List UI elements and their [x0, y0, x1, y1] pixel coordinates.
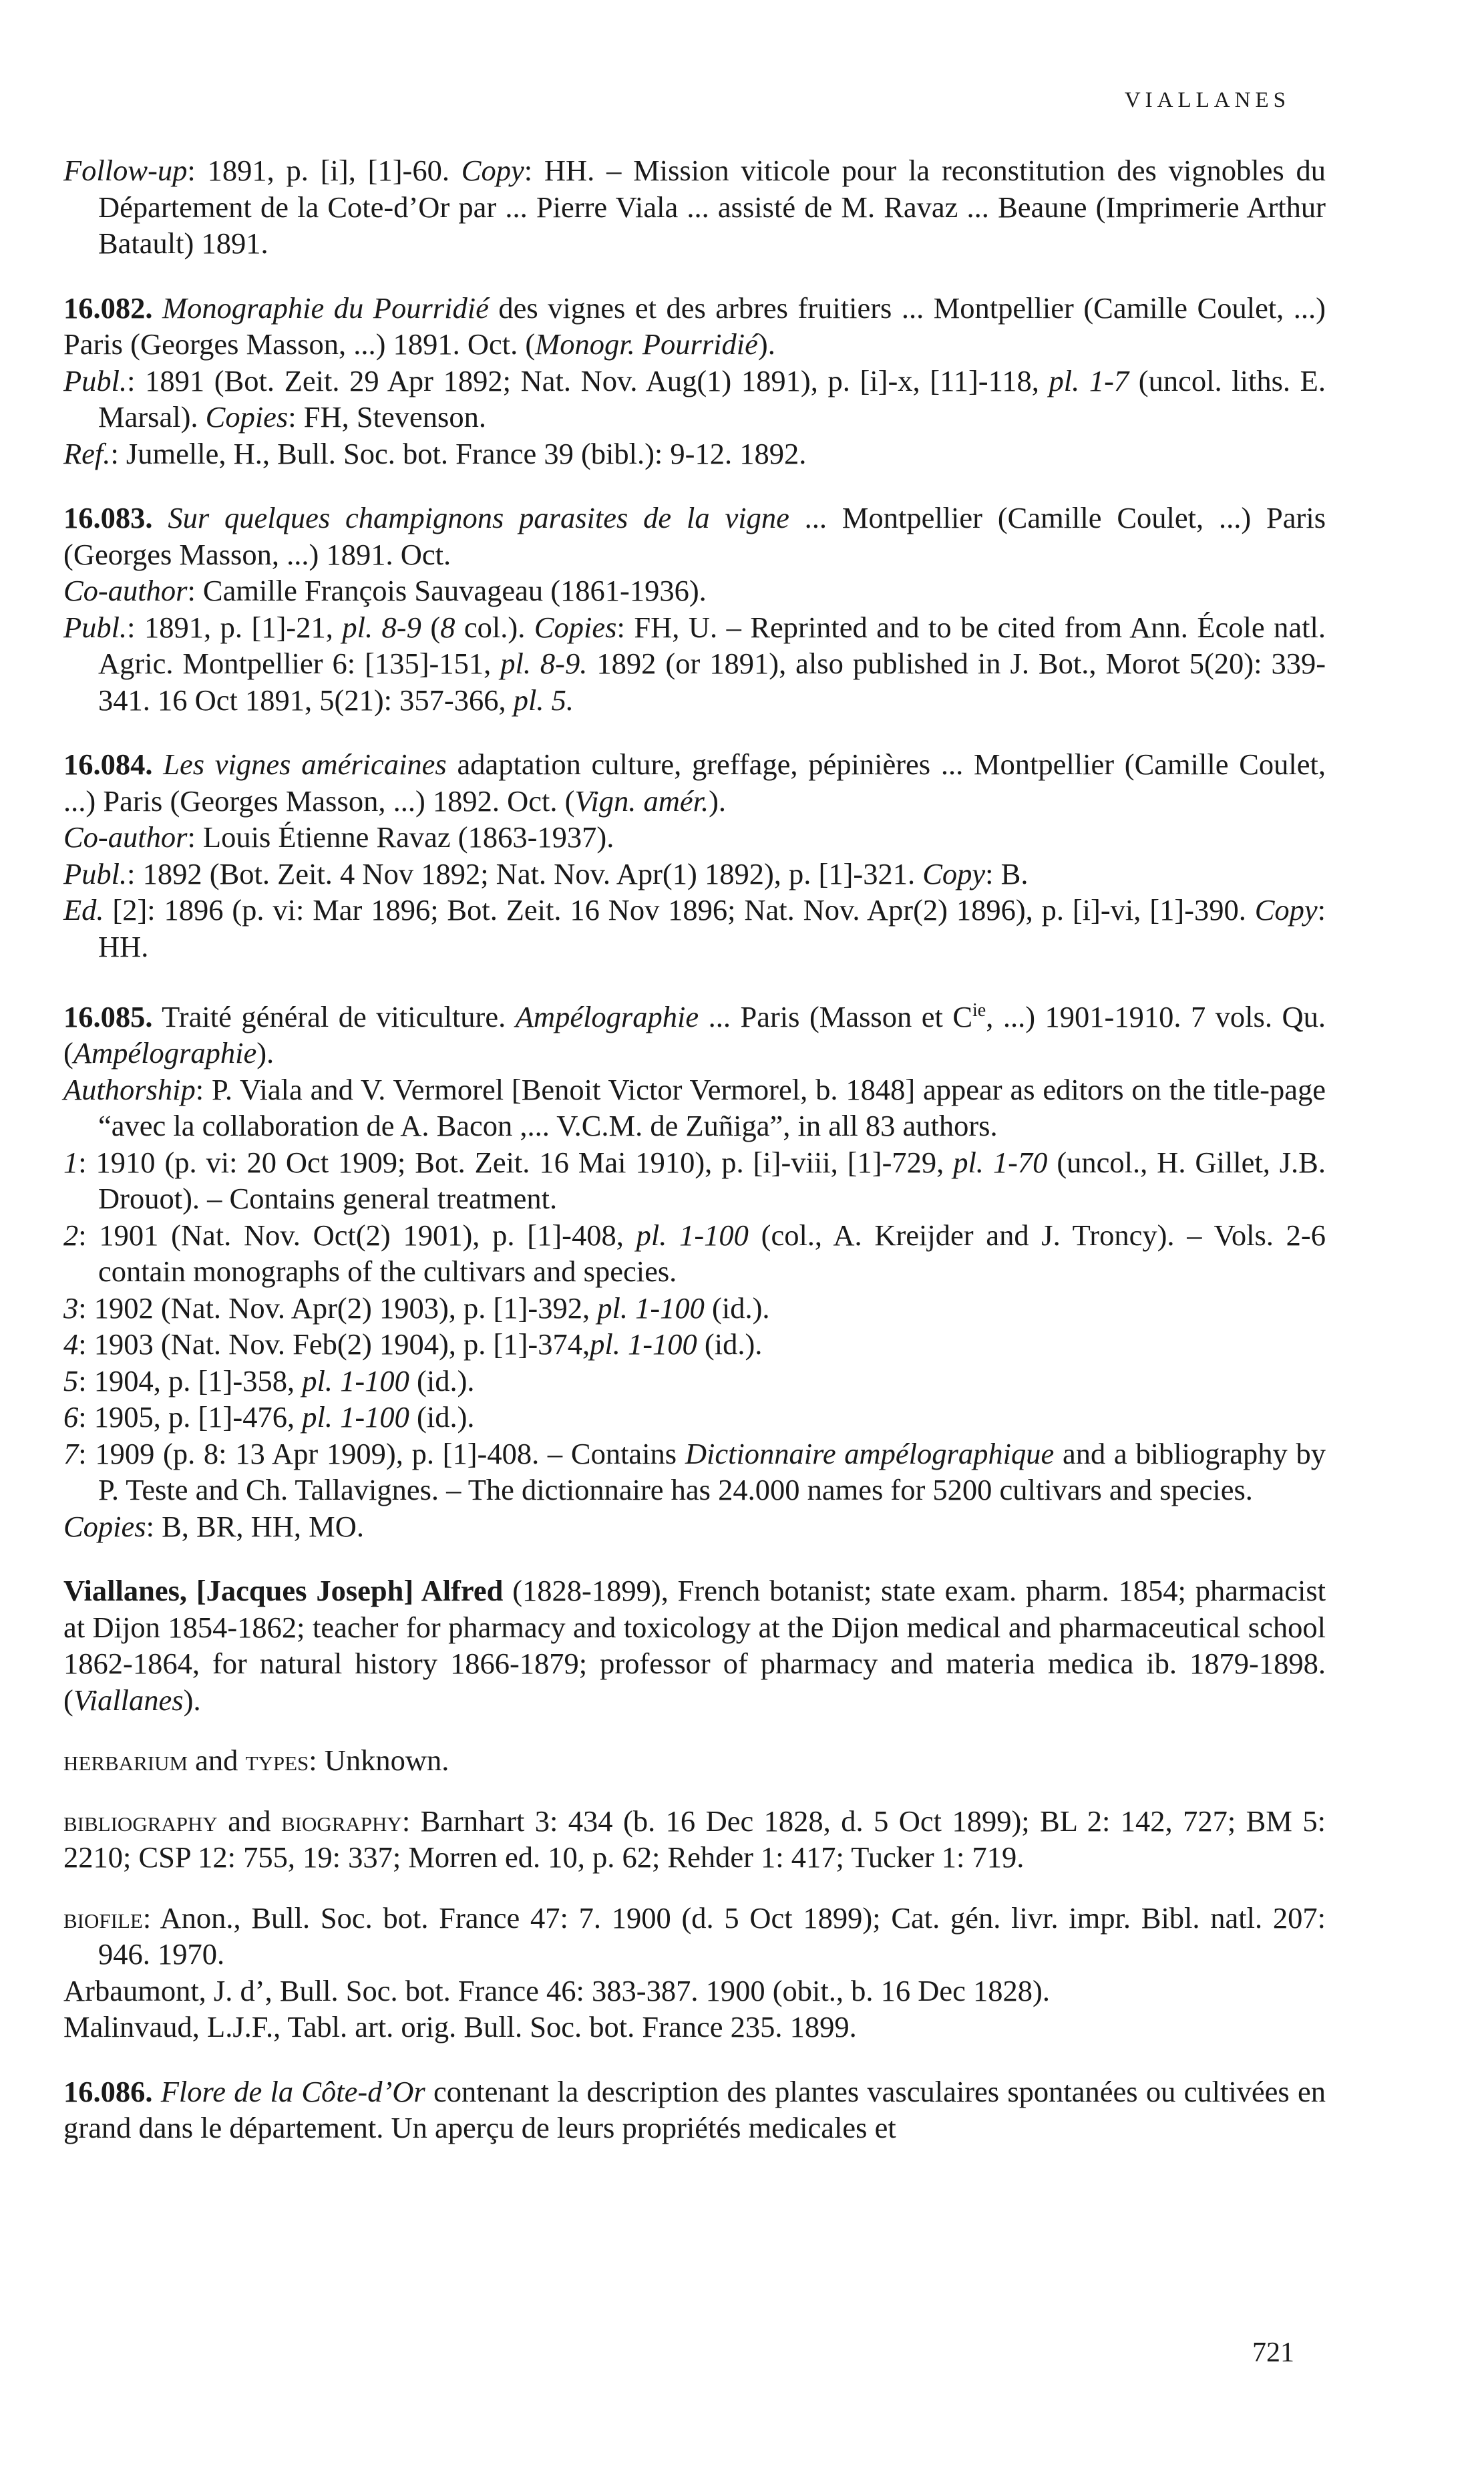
text: [2]: 1896 (p. vi: Mar 1896; Bot. Zeit. 16 Nov 1896; Nat. Nov. Apr(2) 1896), p. [i]-vi, [1]-390.: [104, 893, 1255, 927]
publication-line: [63, 856, 1326, 892]
label: Publ.: [63, 856, 128, 890]
text: (uncol., H. Gillet, J.B. Drouot). – Contains general treatment.: [98, 1145, 1326, 1216]
volume-list: [63, 1144, 1326, 1436]
label: Authorship: [63, 1072, 196, 1106]
label: Publ.: [63, 363, 128, 397]
entry-number: 16.084.: [63, 748, 153, 781]
text: Traité général de viticulture.: [152, 999, 516, 1033]
superscript: ie: [972, 1000, 986, 1021]
running-head: VIALLANES: [1124, 88, 1290, 112]
text: (uncol. liths. E. Marsal).: [98, 363, 1326, 434]
title: Dictionnaire ampélographique: [685, 1436, 1055, 1470]
plates: pl. 5.: [513, 683, 574, 717]
coauthor-line: [63, 819, 1326, 856]
text: (id.).: [409, 1400, 475, 1434]
label: biography: [281, 1804, 402, 1838]
abbreviation: Viallanes: [73, 1683, 184, 1717]
label: Ed.: [63, 893, 104, 927]
bibliography-line: [63, 1803, 1326, 1876]
text: : 1909 (p. 8: 13 Apr 1909), p. [1]-408. – Contains: [78, 1436, 685, 1470]
text: : 1891 (Bot. Zeit. 29 Apr 1892; Nat. Nov. Aug(1) 1891), p. [i]-x, [11]-118,: [127, 363, 1049, 397]
biofile-block: [63, 1900, 1326, 2045]
text: : 1891, p. [1]-21,: [127, 610, 343, 644]
label: bibliography: [63, 1804, 218, 1838]
text: (: [421, 610, 441, 644]
entry-number: 16.086.: [63, 2074, 153, 2108]
entry-title: [63, 993, 1326, 1071]
plates: pl. 8-9: [342, 610, 421, 644]
title: Ampélographie: [515, 999, 699, 1033]
entry-16085: [63, 993, 1326, 1544]
edition-line: [63, 892, 1326, 965]
coauthor-line: [63, 572, 1326, 609]
label: herbarium: [63, 1744, 188, 1778]
entry-title: [63, 500, 1326, 572]
text: adaptation culture, greffage, pépinières ... Montpellier (Camille Coulet, ...) Paris (Georges Masson, ...) 1892. Oct. (: [63, 748, 1326, 818]
entry-16086: [63, 2074, 1326, 2146]
text: ).: [709, 784, 727, 818]
label: Co-author: [63, 820, 188, 854]
volume-number: 2: [63, 1218, 79, 1252]
text: ).: [183, 1683, 201, 1717]
biofile-line: [63, 1900, 1326, 1973]
abbreviation: Monogr. Pourridié: [535, 327, 758, 361]
volume-line: [63, 1290, 1326, 1327]
text: : Barnhart 3: 434 (b. 16 Dec 1828, d. 5 Oct 1899); BL 2: 142, 727; BM 5: 2210; CSP 12: 755, 19: 337; Morren ed. 10, p. 62; Rehder 1: 417; Tucker 1: 719.: [63, 1804, 1326, 1874]
text: (col., A. Kreijder and J. Troncy). – Vols. 2-6 contain monographs of the cultivars and species.: [98, 1218, 1326, 1289]
plates: pl. 8-9.: [500, 647, 588, 680]
volume-number: 4: [63, 1327, 79, 1361]
entry-number: 16.082.: [63, 291, 153, 325]
plates: 8: [440, 610, 455, 644]
label: types: [245, 1744, 309, 1778]
authorship-line: [63, 1071, 1326, 1144]
text: : 1901 (Nat. Nov. Oct(2) 1901), p. [1]-408,: [78, 1218, 636, 1252]
text: : HH. – Mission viticole pour la reconstitution des vignobles du Département de la Cote-d’Or par ... Pierre Viala ... assisté de M. Ravaz ... Beaune (Imprimerie Arthur Batault) 1891.: [98, 154, 1326, 260]
text: ).: [757, 327, 775, 361]
entry-number: 16.085.: [63, 999, 153, 1033]
title: Flore de la Côte-d’Or: [160, 2074, 425, 2108]
text: and: [217, 1804, 281, 1838]
volume-line: [63, 1144, 1326, 1217]
text: ).: [256, 1036, 274, 1070]
publication-line: [63, 363, 1326, 436]
text: : 1903 (Nat. Nov. Feb(2) 1904), p. [1]-374,: [78, 1327, 590, 1361]
volume-line: [63, 1399, 1326, 1436]
text: : HH.: [98, 893, 1326, 963]
text: : Camille François Sauvageau (1861-1936).: [187, 574, 707, 607]
text: and: [188, 1744, 246, 1778]
plates: pl. 1-70: [953, 1145, 1048, 1179]
text: ... Paris (Masson et C: [699, 999, 972, 1033]
text: : 1904, p. [1]-358,: [78, 1363, 303, 1397]
text: , ...) 1901-1910. 7 vols. Qu. (: [63, 999, 1326, 1070]
plates: pl. 1-100: [636, 1218, 749, 1252]
entry-16083: [63, 500, 1326, 718]
volume-number: 3: [63, 1291, 79, 1325]
reference-line: [63, 436, 1326, 472]
text: : Unknown.: [309, 1744, 449, 1778]
plates: pl. 1-7: [1049, 363, 1129, 397]
text: : 1892 (Bot. Zeit. 4 Nov 1892; Nat. Nov. Apr(1) 1892), p. [1]-321.: [127, 856, 923, 890]
text: : Louis Étienne Ravaz (1863-1937).: [187, 820, 614, 854]
text: : Anon., Bull. Soc. bot. France 47: 7. 1900 (d. 5 Oct 1899); Cat. gén. livr. impr. Bibl. natl. 207: 946. 1970.: [98, 1900, 1326, 1971]
label: Copy: [1254, 893, 1318, 927]
label: Copy: [922, 856, 986, 890]
text: col.).: [455, 610, 534, 644]
plates: pl. 1-100: [302, 1400, 409, 1434]
follow-up-entry: [63, 152, 1326, 262]
abbreviation: Ampélographie: [73, 1036, 257, 1070]
entry-16084: [63, 746, 1326, 965]
entry-16082: [63, 290, 1326, 472]
label: Follow-up: [63, 154, 188, 187]
volume-number: 1: [63, 1145, 79, 1179]
label: Copies: [205, 400, 289, 434]
copies-line: [63, 1508, 1326, 1545]
publication-line: [63, 609, 1326, 719]
label: Co-author: [63, 574, 188, 607]
plates: pl. 1-100: [597, 1291, 705, 1325]
label: Publ.: [63, 610, 128, 644]
biofile-line: Arbaumont, J. d’, Bull. Soc. bot. France 46: 383-387. 1900 (obit., b. 16 Dec 1828).: [63, 1973, 1050, 2007]
text: : 1910 (p. vi: 20 Oct 1909; Bot. Zeit. 16 Mai 1910), p. [i]-viii, [1]-729,: [78, 1145, 954, 1179]
volume-number: 5: [63, 1363, 79, 1397]
title: Les vignes américaines: [163, 748, 447, 781]
text: : FH, Stevenson.: [288, 400, 486, 434]
label: Copies: [63, 1509, 146, 1543]
text: and a bibliography by P. Teste and Ch. Tallavignes. – The dictionnaire has 24.000 names for 5200 cultivars and species.: [98, 1436, 1326, 1507]
text: ... Montpellier (Camille Coulet, ...) Paris (Georges Masson, ...) 1891. Oct.: [63, 501, 1326, 571]
text: : B.: [985, 856, 1029, 890]
text: contenant la description des plantes vasculaires spontanées ou cultivées en grand dans le département. Un aperçu de leurs propriétés medicales et: [63, 2074, 1326, 2145]
volume-line: [63, 1217, 1326, 1290]
text: 1892 (or 1891), also published in J. Bot., Morot 5(20): 339-341. 16 Oct 1891, 5(21): 357-366,: [98, 647, 1326, 717]
plates: pl. 1-100: [302, 1363, 409, 1397]
text: (id.).: [409, 1363, 475, 1397]
entry-title: [63, 290, 1326, 363]
volume-line: [63, 1436, 1326, 1508]
volume-number: 6: [63, 1400, 79, 1434]
text: : 1902 (Nat. Nov. Apr(2) 1903), p. [1]-392,: [78, 1291, 598, 1325]
entry-title: [63, 746, 1326, 819]
volume-line: [63, 1326, 1326, 1363]
title: Monographie du Pourridié: [162, 291, 489, 325]
label: Copies: [534, 610, 617, 644]
label: biofile: [63, 1900, 143, 1935]
text: : Jumelle, H., Bull. Soc. bot. France 39 (bibl.): 9-12. 1892.: [110, 436, 807, 470]
page-number: 721: [1252, 2337, 1294, 2368]
text: des vignes et des arbres fruitiers ... Montpellier (Camille Coulet, ...) Paris (Georges Masson, ...) 1891. Oct. (: [63, 291, 1326, 361]
plates: pl. 1-100: [590, 1327, 697, 1361]
text: : 1905, p. [1]-476,: [78, 1400, 303, 1434]
text: (id.).: [697, 1327, 763, 1361]
text: : P. Viala and V. Vermorel [Benoit Victor Vermorel, b. 1848] appear as editors on the title-page “avec la collaboration de A. Bacon ,... V.C.M. de Zuñiga”, in all 83 authors.: [98, 1072, 1326, 1143]
text: (1828-1899), French botanist; state exam. pharm. 1854; pharmacist at Dijon 1854-1862; teacher for pharmacy and toxicology at the Dijon medical and pharmaceutical school 1862-1864, for natural history 1866-1879; professor of pharmacy and materia medica ib. 1879-1898. (: [63, 1574, 1326, 1717]
author-entry: [63, 1573, 1326, 1718]
page-body: [63, 152, 1326, 2146]
abbreviation: Vign. amér.: [574, 784, 709, 818]
entry-number: 16.083.: [63, 501, 153, 534]
author-name: Viallanes, [Jacques Joseph] Alfred: [63, 1574, 504, 1608]
biofile-line: Malinvaud, L.J.F., Tabl. art. orig. Bull. Soc. bot. France 235. 1899.: [63, 2010, 857, 2044]
volume-number: 7: [63, 1436, 79, 1470]
text: (id.).: [704, 1291, 770, 1325]
label: Ref.: [63, 436, 111, 470]
text: : FH, U. – Reprinted and to be cited from Ann. École natl. Agric. Montpellier 6: [135]-151,: [98, 610, 1326, 680]
text: : B, BR, HH, MO.: [146, 1509, 365, 1543]
text: : 1891, p. [i], [1]-60.: [187, 154, 461, 187]
volume-line: [63, 1363, 1326, 1399]
label: Copy: [461, 154, 524, 187]
herbarium-line: [63, 1742, 1326, 1779]
title: Sur quelques champignons parasites de la vigne: [168, 501, 789, 534]
